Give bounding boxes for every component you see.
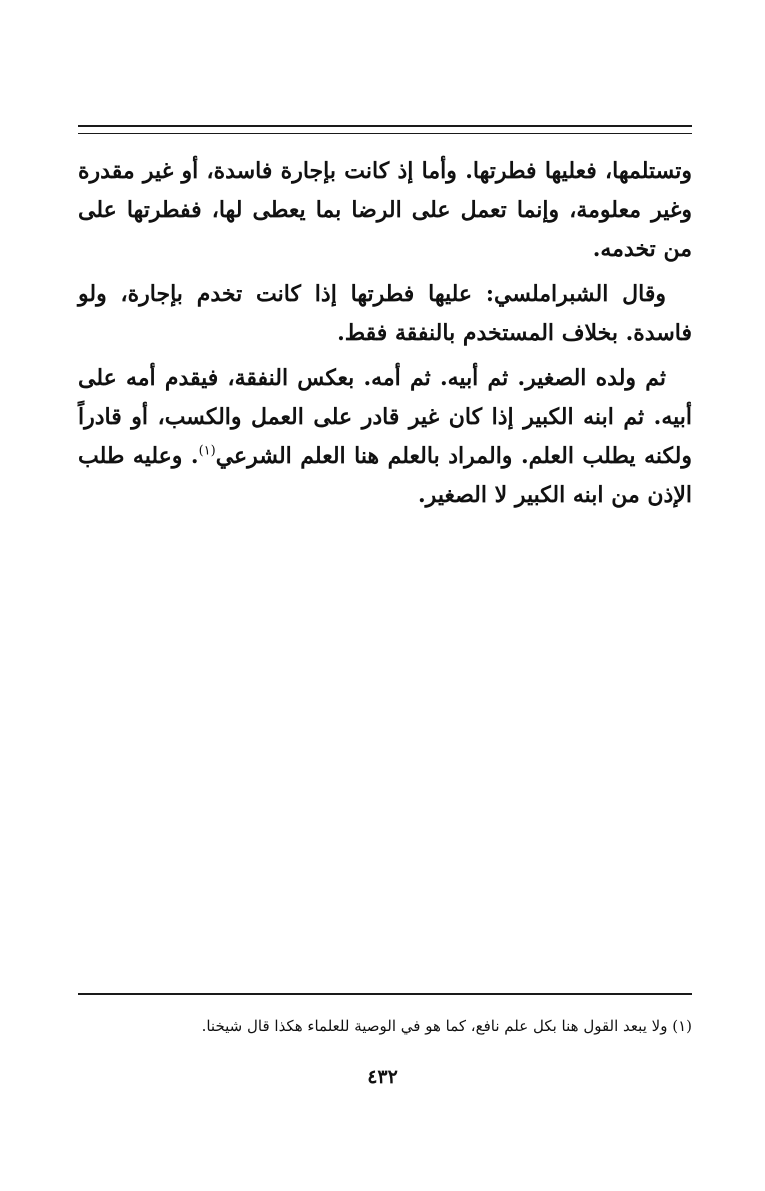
header-rule-thin [78, 133, 692, 134]
page-number: ٤٣٢ [367, 1066, 398, 1088]
header-rule-thick [78, 125, 692, 127]
footnote-separator [78, 993, 692, 995]
paragraph-3-tail: . وعليه طلب الإذن من ابنه الكبير لا الصغير. [78, 443, 692, 508]
paragraph-3-text: ثم ولده الصغير. ثم أبيه. ثم أمه. بعكس النفقة، فيقدم أمه على أبيه. ثم ابنه الكبير إذا كان غير قادر على العمل والكسب، أو قادراً ولكنه يطلب العلم. والمراد بالعلم هنا العلم الشرعي [78, 365, 692, 469]
paragraph-1: وتستلمها، فعليها فطرتها. وأما إذ كانت بإجارة فاسدة، أو غير مقدرة وغير معلومة، وإنما تعمل على الرضا بما يعطى لها، ففطرتها على من تخدمه. [78, 158, 692, 262]
main-text-block [78, 152, 692, 521]
footnote [78, 1014, 692, 1038]
footnote-text: ولا يبعد القول هنا بكل علم نافع، كما هو في الوصية للعلماء هكذا قال شيخنا. [201, 1017, 668, 1035]
paragraph-2: وقال الشبراملسي: عليها فطرتها إذا كانت تخدم بإجارة، ولو فاسدة. بخلاف المستخدم بالنفقة فقط. [78, 281, 692, 346]
footnote-number: (١) [672, 1017, 692, 1035]
paragraph-3 [78, 359, 692, 515]
footnote-reference[interactable]: (١) [198, 443, 216, 459]
